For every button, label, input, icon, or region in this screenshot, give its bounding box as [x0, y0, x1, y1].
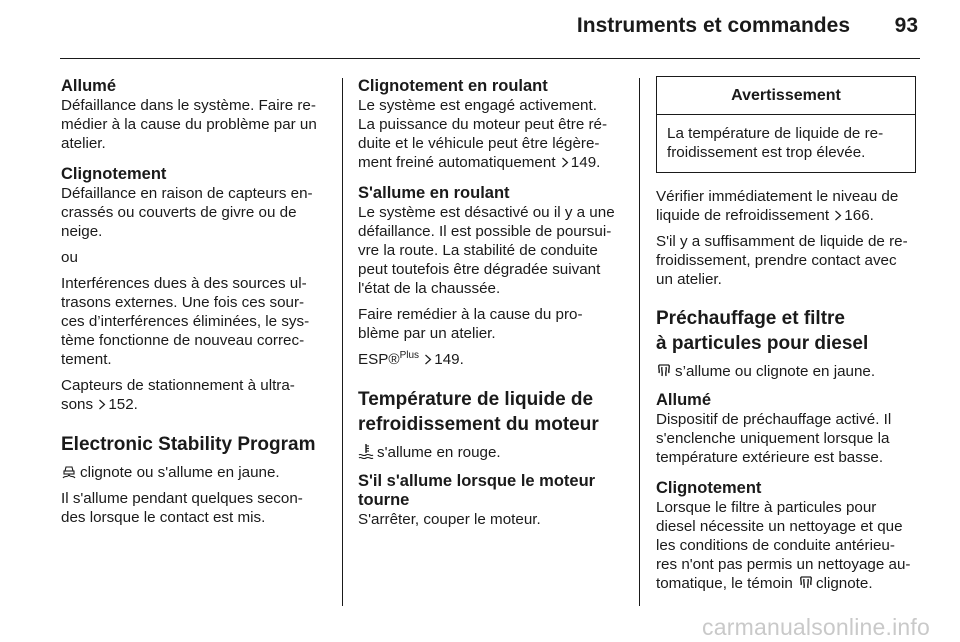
suffisamment-paragraph: [656, 232, 922, 289]
text-line: peut toutefois être dégradée suivant: [358, 261, 601, 278]
sil-allume-paragraph: S'arrêter, couper le moteur.: [358, 511, 541, 528]
text-line: crassés ou couverts de givre ou de: [61, 204, 297, 221]
text-line: Dispositif de préchauffage activé. Il: [656, 411, 892, 428]
warning-title: Avertissement: [657, 77, 915, 115]
text-line: Le système est désactivé ou il y a une: [358, 204, 615, 221]
text-line: neige.: [61, 223, 103, 240]
text-span: sons: [61, 396, 94, 413]
page-reference-arrow-icon: [561, 157, 569, 168]
page-reference-arrow-icon: [424, 354, 432, 365]
text-line: vre la route. La stabilité de conduite: [358, 242, 598, 259]
page-reference-arrow-icon: [98, 399, 106, 410]
text-line: Capteurs de stationnement à ultra-: [61, 377, 295, 394]
allume-roulant-paragraph: [358, 203, 624, 298]
allume-paragraph: [61, 96, 327, 153]
glow-plug-icon: [656, 362, 672, 378]
text-line: Défaillance en raison de capteurs en-: [61, 185, 313, 202]
ou-paragraph: ou: [61, 249, 78, 266]
text-line: Lorsque le filtre à particules pour: [656, 499, 877, 516]
prechauffage-heading: [656, 306, 922, 356]
text-line: [656, 206, 922, 225]
page-reference[interactable]: 166.: [844, 207, 874, 224]
superscript: Plus: [399, 350, 420, 361]
column-divider-1: [342, 78, 343, 606]
esp-plus-paragraph: [358, 350, 624, 369]
column-1: [61, 77, 327, 534]
allume-paragraph: [656, 410, 922, 467]
text-line: Le système est engagé activement.: [358, 97, 597, 114]
text-line: Il s'allume pendant quelques secon-: [61, 490, 303, 507]
page-number: 93: [894, 14, 918, 37]
text-line: tème fonctionne de nouveau correc-: [61, 332, 305, 349]
text-line: La température de liquide de re-: [667, 125, 884, 142]
text-line: ces d’interférences éliminées, le sys-: [61, 313, 310, 330]
text-span: clignote.: [816, 575, 873, 592]
text-line: défaillance. Il est possible de poursui-: [358, 223, 612, 240]
text-span: liquide de refroidissement: [656, 207, 830, 224]
page-reference[interactable]: 149.: [434, 351, 464, 368]
esp-icon-paragraph: [61, 463, 327, 482]
text-line: les conditions de conduite antérieu-: [656, 537, 895, 554]
text-line: blème par un atelier.: [358, 325, 496, 342]
clignotement-roulant-paragraph: [358, 96, 624, 172]
text-span: s’allume ou clignote en jaune.: [675, 363, 876, 380]
glow-plug-icon: [798, 574, 814, 590]
text-line: Défaillance dans le système. Faire re-: [61, 97, 316, 114]
column-divider-2: [639, 78, 640, 606]
text-span: clignote ou s'allume en jaune.: [80, 464, 280, 481]
text-line: froidissement est trop élevée.: [667, 144, 866, 161]
capteurs-paragraph: [61, 376, 327, 414]
page-header-title: Instruments et commandes: [576, 14, 850, 37]
text-line: température extérieure est basse.: [656, 449, 884, 466]
text-line: res n'ont pas permis un nettoyage au-: [656, 556, 911, 573]
clignotement-paragraph: [656, 498, 922, 593]
column-2: [358, 77, 624, 536]
text-line: Faire remédier à la cause du pro-: [358, 306, 583, 323]
text-line: atelier.: [61, 135, 106, 152]
esp-paragraph: [61, 489, 327, 527]
text-line: trasons externes. Une fois ces sour-: [61, 294, 305, 311]
temperature-icon-paragraph: [358, 443, 624, 462]
heading-line: Préchauffage et filtre: [656, 308, 845, 329]
clignotement-paragraph: [61, 184, 327, 241]
clignotement-heading: Clignotement: [656, 479, 762, 497]
allume-roulant-heading: S'allume en roulant: [358, 184, 510, 202]
text-span: ESP®: [358, 351, 400, 368]
text-line: s'enclenche uniquement lorsque la: [656, 430, 890, 447]
clignotement-roulant-heading: Clignotement en roulant: [358, 77, 548, 95]
heading-line: S'il s'allume lorsque le moteur: [358, 472, 596, 490]
warning-text: [657, 115, 915, 172]
esp-warning-icon: [61, 463, 77, 479]
text-line: [656, 574, 922, 593]
header-rule: [60, 58, 920, 59]
heading-line: Température de liquide de: [358, 389, 594, 410]
text-line: des lorsque le contact est mis.: [61, 509, 266, 526]
heading-line: à particules pour diesel: [656, 333, 869, 354]
column-3: [656, 76, 922, 600]
sil-allume-heading: [358, 472, 624, 510]
page-reference-arrow-icon: [834, 210, 842, 221]
text-line: [61, 395, 327, 414]
text-span: s'allume en rouge.: [377, 444, 501, 461]
temperature-heading: [358, 387, 624, 437]
page-reference[interactable]: 152.: [108, 396, 138, 413]
text-line: médier à la cause du problème par un: [61, 116, 317, 133]
page-reference[interactable]: 149.: [570, 154, 601, 171]
watermark: carmanualsonline.info: [702, 614, 930, 640]
text-line: un atelier.: [656, 271, 722, 288]
allume-heading: Allumé: [656, 391, 712, 409]
text-line: Vérifier immédiatement le niveau de: [656, 188, 899, 205]
text-line: froidissement, prendre contact avec: [656, 252, 897, 269]
text-line: diesel nécessite un nettoyage et que: [656, 518, 903, 535]
text-span: ment freiné automatiquement: [358, 154, 556, 171]
warning-box: [656, 76, 916, 173]
allume-heading: Allumé: [61, 77, 117, 95]
interferences-paragraph: [61, 274, 327, 369]
verifier-paragraph: [656, 187, 922, 225]
heading-line: refroidissement du moteur: [358, 414, 599, 435]
text-line: [358, 153, 624, 172]
text-span: tomatique, le témoin: [656, 575, 793, 592]
text-line: duite et le véhicule peut être légère-: [358, 135, 600, 152]
text-line: tement.: [61, 351, 112, 368]
coolant-temperature-icon: [358, 443, 374, 459]
text-line: Interférences dues à des sources ul-: [61, 275, 307, 292]
heading-line: tourne: [358, 491, 410, 509]
prechauffage-icon-paragraph: [656, 362, 922, 381]
esp-heading: Electronic Stability Program: [61, 434, 316, 455]
text-line: S'il y a suffisamment de liquide de re-: [656, 233, 908, 250]
text-line: La puissance du moteur peut être ré-: [358, 116, 608, 133]
remedier-paragraph: [358, 305, 624, 343]
text-line: l'état de la chaussée.: [358, 280, 501, 297]
clignotement-heading: Clignotement: [61, 165, 167, 183]
